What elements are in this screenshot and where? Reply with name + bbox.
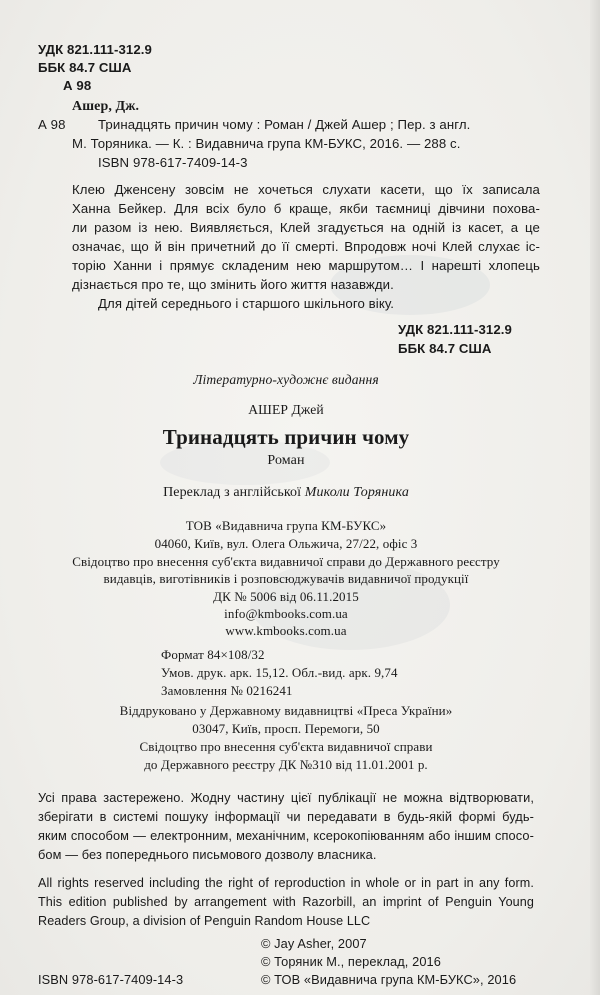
printer-line-2	[0, 720, 572, 738]
certificate-line-1-text: Свідоцтво про внесення суб'єкта видавничої справи до Державного реєстру	[72, 554, 500, 569]
udk-code-right: УДК 821.111-312.9	[398, 322, 512, 337]
book-title-text: Тринадцять причин чому	[162, 425, 410, 449]
rights-en-line: This edition published by arrangement with Razorbill, an imprint of Penguin Young	[38, 895, 534, 909]
printer-line-2-text: 03047, Київ, просп. Перемоги, 50	[192, 721, 380, 736]
print-format: Формат 84×108/32	[161, 647, 265, 662]
edition-type-text: Літературно-художнє видання	[193, 372, 379, 387]
udk-code: УДК 821.111-312.9	[38, 42, 152, 57]
audience-note: Для дітей середнього і старшого шкільного віку.	[98, 296, 394, 311]
publisher-address	[0, 535, 572, 553]
printer-line-3	[0, 738, 572, 756]
isbn-footer: ISBN 978-617-7409-14-3	[38, 972, 184, 987]
rights-ua-line: бом — без попереднього письмового дозволу власника.	[38, 847, 377, 862]
publisher-website	[0, 622, 572, 640]
biblio-line-1: Тринадцять причин чому : Роман / Джей Ашер ; Пер. з англ.	[98, 117, 471, 132]
biblio-line-2: М. Торяника. — К. : Видавнича група КМ-БУКС, 2016. — 288 с.	[72, 136, 461, 151]
publisher-name	[0, 517, 572, 535]
rights-ua-line: яким способом — електронним, механічним, ксерокопіюванням або іншим спосо-	[38, 828, 534, 843]
translator-name: Миколи Торяника	[304, 485, 409, 500]
publisher-address-text: 04060, Київ, вул. Олега Ольжича, 27/22, офіс 3	[154, 536, 418, 551]
cutter-code: А 98	[63, 78, 92, 93]
annotation-line: означає, що й він причетний до її смерті. Впродовж ночі Клей слухає іс-	[72, 239, 540, 254]
publisher-email-text: info@kmbooks.com.ua	[224, 606, 348, 621]
translation-prefix: Переклад з англійської	[163, 485, 302, 500]
certificate-line-2	[0, 570, 572, 588]
book-title	[0, 424, 572, 450]
certificate-line-2-text: видавців, виготівників і розповсюджувачів видавничої продукції	[103, 571, 469, 586]
isbn-header: ISBN 978-617-7409-14-3	[98, 155, 248, 170]
dk-number-text: ДК № 5006 від 06.11.2015	[213, 589, 359, 604]
copyright-translation: © Торяник М., переклад, 2016	[261, 954, 441, 969]
annotation-line: Ханна Бейкер. Для всіх було б краще, якби таємниці дівчини похова-	[72, 201, 540, 216]
translation-line	[0, 483, 572, 503]
printer-line-1	[0, 702, 572, 720]
colophon-author	[0, 400, 572, 420]
print-order: Замовлення № 0216241	[161, 683, 293, 698]
printer-line-3-text: Свідоцтво про внесення суб'єкта видавничої справи	[139, 739, 433, 754]
bbk-code-right: ББК 84.7 США	[398, 341, 492, 356]
rights-en-line: All rights reserved including the right of reproduction in whole or in part in any form.	[38, 876, 534, 890]
publisher-website-text: www.kmbooks.com.ua	[225, 623, 347, 638]
annotation-line: ли разом із нею. Виявляється, Клей згадується на одній із касет, а це	[72, 220, 540, 235]
print-sheets: Умов. друк. арк. 15,12. Обл.-вид. арк. 9,74	[161, 665, 398, 680]
certificate-line-1	[0, 553, 572, 571]
rights-ua-line: Усі права застережено. Жодну частину цієї публікації не можна відтворювати,	[38, 790, 534, 805]
printer-line-4-text: до Державного реєстру ДК №310 від 11.01.2001 р.	[144, 757, 428, 772]
dk-number	[0, 588, 572, 606]
publisher-email	[0, 605, 572, 623]
book-genre-text: Роман	[267, 453, 305, 468]
bbk-code: ББК 84.7 США	[38, 60, 132, 75]
rights-en-line: Readers Group, a division of Penguin Random House LLC	[38, 914, 371, 928]
annotation-line: Клею Дженсену зовсім не хочеться слухати касети, що їх записала	[72, 182, 540, 197]
copyright-publisher: © ТОВ «Видавнича група КМ-БУКС», 2016	[261, 972, 517, 987]
book-genre	[0, 451, 572, 471]
cutter-code-left: А 98	[38, 117, 66, 132]
annotation-line: дізнається про те, що змінить його життя назавжди.	[72, 277, 394, 292]
author-heading: Ашер, Дж.	[72, 99, 140, 114]
edition-type	[0, 370, 572, 390]
rights-ua-line: зберігати в системі пошуку інформації чи передавати в будь-якій формі будь-	[38, 809, 534, 824]
annotation-line: торію Ханни і прямує складеним нею маршрутом… І нарешті хлопець	[72, 258, 540, 273]
printer-line-4	[0, 756, 572, 774]
printer-line-1-text: Віддруковано у Державному видавництві «Преса України»	[119, 703, 453, 718]
colophon-author-text: АШЕР Джей	[248, 402, 324, 417]
copyright-author: © Jay Asher, 2007	[261, 936, 367, 951]
publisher-name-text: ТОВ «Видавнича група КМ-БУКС»	[185, 518, 387, 533]
page-edge	[590, 0, 600, 995]
